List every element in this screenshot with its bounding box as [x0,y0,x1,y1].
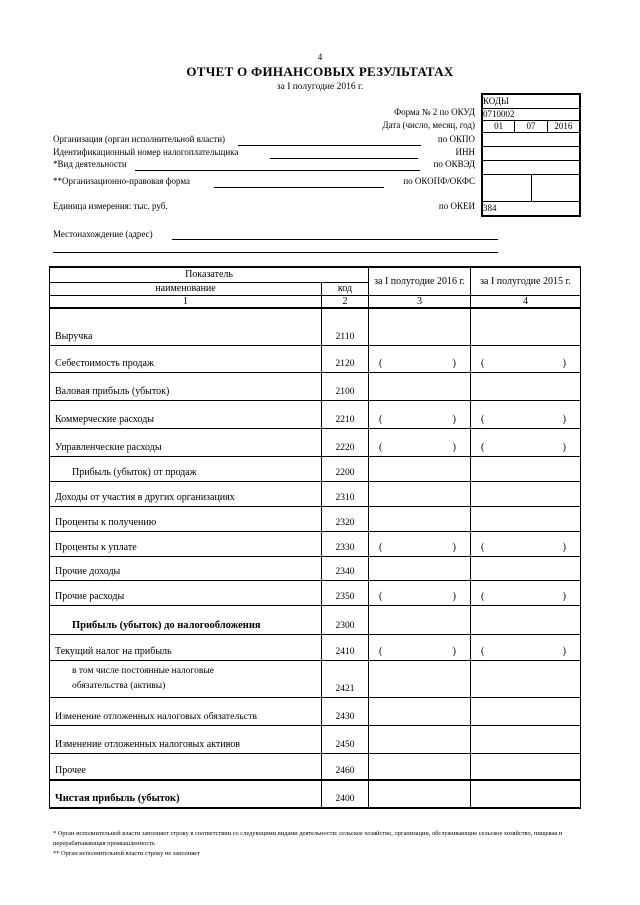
value-2016 [369,457,471,482]
row-code: 2320 [322,507,369,532]
okud-code: 0710002 [483,108,579,120]
row-code: 2460 [322,754,369,780]
value-2015 [471,457,581,482]
table-row [50,606,581,635]
row-code: 2330 [322,532,369,557]
value-2015: ( ) [471,532,581,557]
unit-label: Единица измерения: тыс. руб. [53,201,168,211]
row-name: Проценты к получению [50,507,322,532]
row-name: Коммерческие расходы [50,401,322,429]
row-name: Выручка [50,308,322,346]
value-2016: ( ) [369,401,471,429]
footnote-1: * Орган исполнительной власти заполняет строку в соответствии со следующими видами деятельности: сельское хозяйство, организации, обслуживающие сельское хозяйство, пищевая и перерабатывающая промышленность [53,830,563,847]
value-2015 [471,780,581,808]
col-number-1: 1 [50,295,322,308]
date-month: 07 [514,121,546,132]
row-code: 2430 [322,698,369,726]
row-code: 2340 [322,557,369,581]
value-2015: ( ) [471,581,581,606]
row-name: Проценты к уплате [50,532,322,557]
table-row [50,698,581,726]
form-label: Форма № 2 по ОКУД [394,107,475,117]
value-2016 [369,780,471,808]
value-2015 [471,482,581,507]
row-code: 2300 [322,606,369,635]
table-row [50,482,581,507]
row-code: 2421 [322,661,369,698]
row-code: 2310 [322,482,369,507]
codes-header: КОДЫ [483,96,509,106]
row-code: 2120 [322,346,369,373]
date-year: 2016 [547,121,579,132]
okpo-code [483,132,579,146]
value-2015 [471,661,581,698]
date-label: Дата (число, месяц, год) [382,120,475,130]
value-2016 [369,698,471,726]
value-2016 [369,726,471,754]
okopf-label: по ОКОПФ/ОКФС [403,176,475,186]
header-2015: за I полугодие 2015 г. [471,267,581,295]
row-name: Доходы от участия в других организациях [50,482,322,507]
table-row [50,401,581,429]
location-line-2 [53,252,498,253]
value-2016: ( ) [369,635,471,661]
footnotes [53,829,573,859]
row-code: 2220 [322,429,369,457]
header-indicator: Показатель [50,267,369,282]
inn-line [270,158,418,159]
value-2016 [369,507,471,532]
value-2015 [471,507,581,532]
row-name: Чистая прибыль (убыток) [50,780,322,808]
value-2015: ( ) [471,346,581,373]
col-number-4: 4 [471,295,581,308]
value-2016: ( ) [369,429,471,457]
value-2016: ( ) [369,532,471,557]
row-code: 2100 [322,373,369,401]
row-name: Управленческие расходы [50,429,322,457]
value-2015 [471,606,581,635]
inn-label: ИНН [455,147,475,157]
table-row [50,308,581,346]
okei-label: по ОКЕИ [438,201,475,211]
value-2016 [369,754,471,780]
value-2015 [471,754,581,780]
value-2016 [369,661,471,698]
value-2015 [471,308,581,346]
report-title: ОТЧЕТ О ФИНАНСОВЫХ РЕЗУЛЬТАТАХ [186,64,454,79]
table-row [50,557,581,581]
table-row [50,373,581,401]
table-row [50,726,581,754]
row-code: 2350 [322,581,369,606]
organization-label: Организация (орган исполнительной власти) [53,134,226,144]
value-2015 [471,726,581,754]
value-2015 [471,698,581,726]
header-2016: за I полугодие 2016 г. [369,267,471,295]
table-row [50,507,581,532]
value-2016: ( ) [369,346,471,373]
col-number-2: 2 [322,295,369,308]
financial-results-table [49,266,581,809]
row-name: Прибыль (убыток) от продаж [50,457,322,482]
row-code: 2210 [322,401,369,429]
col-number-3: 3 [369,295,471,308]
value-2016 [369,606,471,635]
row-code: 2410 [322,635,369,661]
row-code: 2110 [322,308,369,346]
okved-code [483,160,579,174]
value-2015 [471,557,581,581]
table-row [50,532,581,557]
row-name: Текущий налог на прибыль [50,635,322,661]
table-row [50,754,581,780]
header-name: наименование [50,282,322,295]
inn-code [483,146,579,160]
footnote-2: ** Орган исполнительной власти строку не заполняет [53,850,200,857]
legal-form-label: **Организационно-правовая форма [53,176,190,186]
value-2015 [471,373,581,401]
row-code: 2400 [322,780,369,808]
table-row [50,457,581,482]
okpo-label: по ОКПО [437,134,475,144]
value-2016 [369,557,471,581]
activity-label: *Вид деятельности [53,159,127,169]
table-row [50,780,581,808]
row-name: Изменение отложенных налоговых обязательств [50,698,322,726]
legal-form-line [214,187,384,188]
okved-label: по ОКВЭД [433,159,475,169]
codes-box [481,93,581,217]
row-name: Прочие расходы [50,581,322,606]
okei-code: 384 [483,201,579,215]
report-period: за I полугодие 2016 г. [276,82,364,92]
value-2015: ( ) [471,401,581,429]
location-label: Местонахождение (адрес) [53,229,153,239]
table-row [50,429,581,457]
value-2016 [369,373,471,401]
row-name: Прибыль (убыток) до налогообложения [50,606,322,635]
activity-line [135,170,420,171]
table-row [50,581,581,606]
value-2016 [369,482,471,507]
row-code: 2200 [322,457,369,482]
row-name: Прочее [50,754,322,780]
page-number: 4 [317,52,323,62]
value-2016: ( ) [369,581,471,606]
row-name: в том числе постоянные налоговые обязательства (активы) [50,661,322,698]
header-code: код [322,282,369,295]
date-day: 01 [494,121,504,131]
row-name: Валовая прибыль (убыток) [50,373,322,401]
okopf-code [483,174,579,201]
value-2015: ( ) [471,429,581,457]
table-row [50,635,581,661]
row-name: Изменение отложенных налоговых активов [50,726,322,754]
inn-title-label: Идентификационный номер налогоплательщика [53,147,239,157]
organization-line [238,145,421,146]
location-line-1 [172,239,498,240]
row-name: Себестоимость продаж [50,346,322,373]
value-2015: ( ) [471,635,581,661]
value-2016 [369,308,471,346]
row-code: 2450 [322,726,369,754]
table-row [50,661,581,698]
table-row [50,346,581,373]
row-name: Прочие доходы [50,557,322,581]
